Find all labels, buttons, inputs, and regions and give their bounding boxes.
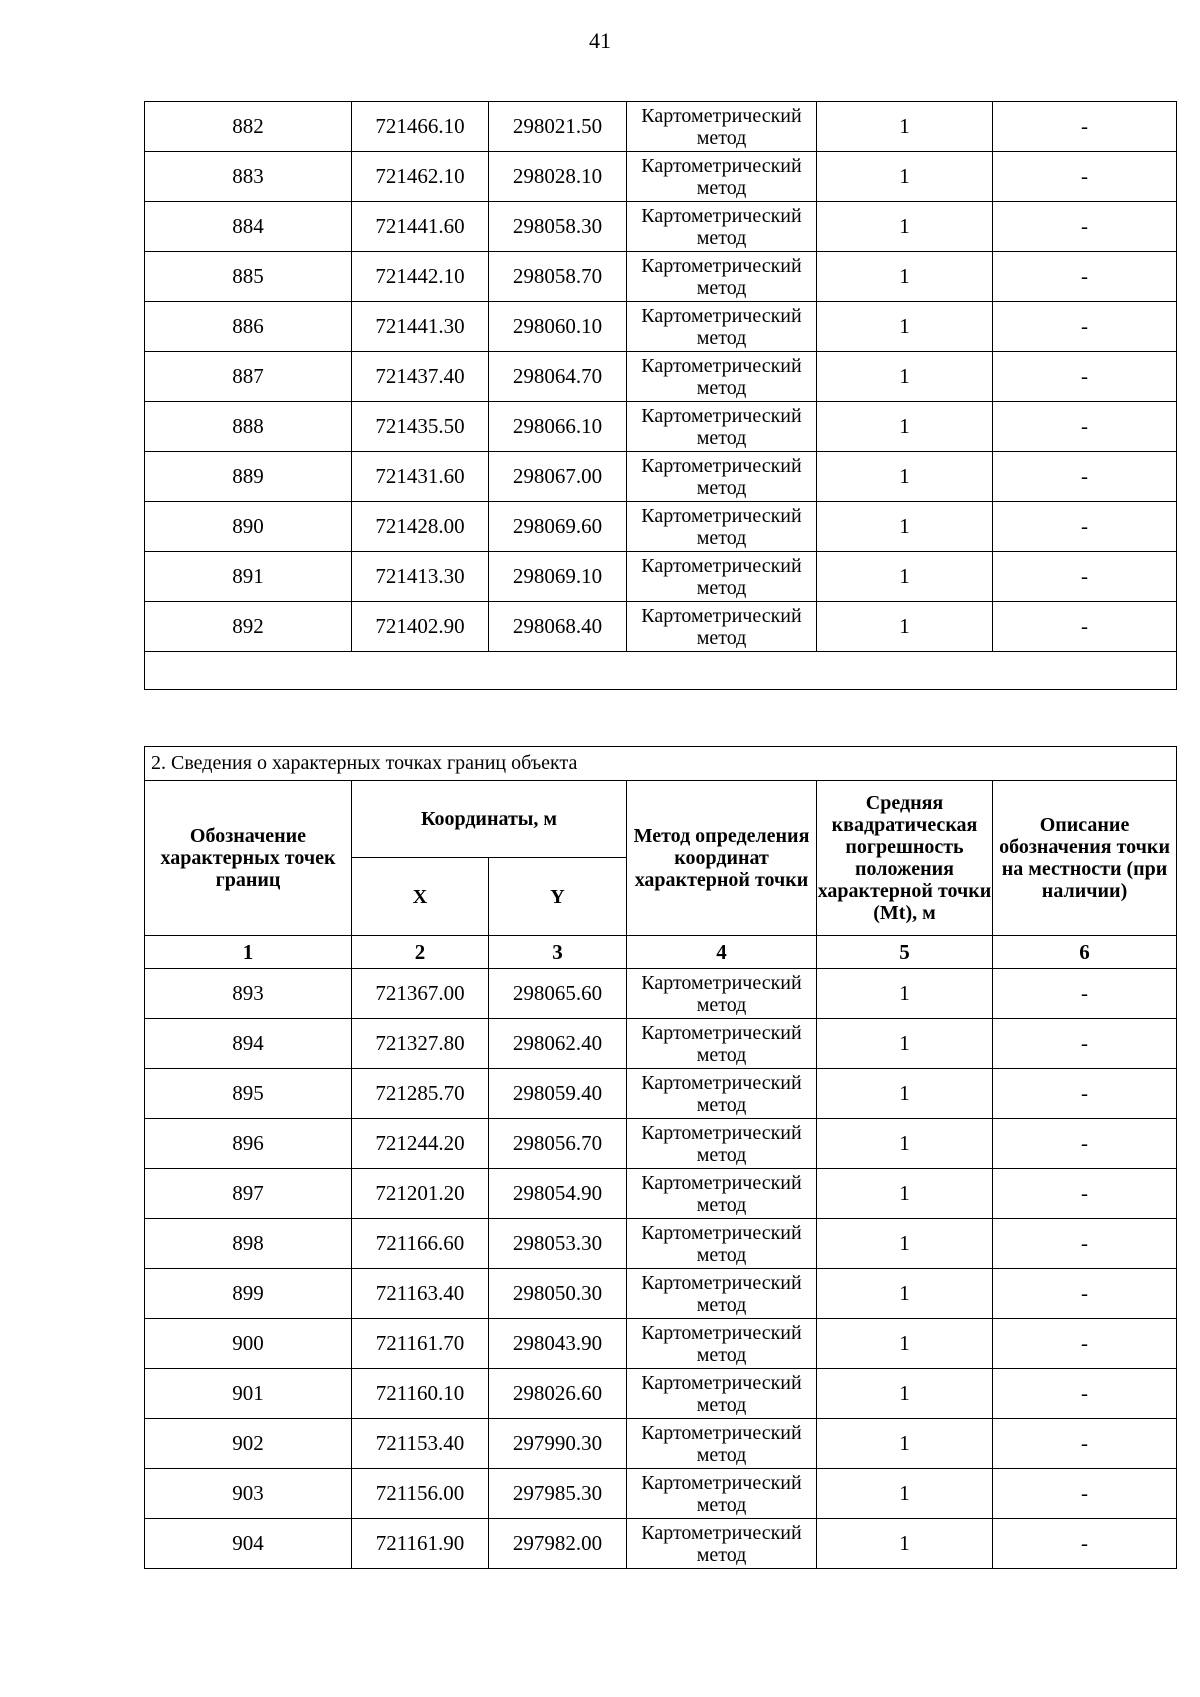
x-coordinate-cell: 721201.20 <box>352 1169 489 1219</box>
error-cell: 1 <box>817 552 993 602</box>
method-cell: Картометрический метод <box>627 1069 817 1119</box>
point-id-cell: 895 <box>145 1069 352 1119</box>
error-cell: 1 <box>817 152 993 202</box>
y-coordinate-cell: 298026.60 <box>489 1369 627 1419</box>
error-cell: 1 <box>817 252 993 302</box>
x-coordinate-cell: 721466.10 <box>352 102 489 152</box>
x-coordinate-cell: 721166.60 <box>352 1219 489 1269</box>
y-coordinate-cell: 298059.40 <box>489 1069 627 1119</box>
x-coordinate-cell: 721163.40 <box>352 1269 489 1319</box>
table-1-body <box>145 102 1177 652</box>
method-cell: Картометрический метод <box>627 1019 817 1069</box>
error-cell: 1 <box>817 452 993 502</box>
column-number: 6 <box>993 936 1177 969</box>
y-coordinate-cell: 298043.90 <box>489 1319 627 1369</box>
y-coordinate-cell: 298066.10 <box>489 402 627 452</box>
error-cell: 1 <box>817 969 993 1019</box>
y-coordinate-cell: 298064.70 <box>489 352 627 402</box>
y-coordinate-cell: 298053.30 <box>489 1219 627 1269</box>
x-coordinate-cell: 721413.30 <box>352 552 489 602</box>
point-id-cell: 893 <box>145 969 352 1019</box>
page-number: 41 <box>589 28 611 53</box>
table-row <box>145 102 1177 152</box>
method-cell: Картометрический метод <box>627 102 817 152</box>
description-cell: - <box>993 452 1177 502</box>
x-coordinate-cell: 721402.90 <box>352 602 489 652</box>
table-row <box>145 969 1177 1019</box>
table-row <box>145 1269 1177 1319</box>
y-coordinate-cell: 298054.90 <box>489 1169 627 1219</box>
table-row <box>145 1119 1177 1169</box>
header-method: Метод определения координат характерной точки <box>627 781 817 936</box>
error-cell: 1 <box>817 202 993 252</box>
error-cell: 1 <box>817 352 993 402</box>
description-cell: - <box>993 969 1177 1019</box>
method-cell: Картометрический метод <box>627 1319 817 1369</box>
table-row <box>145 402 1177 452</box>
point-id-cell: 887 <box>145 352 352 402</box>
method-cell: Картометрический метод <box>627 152 817 202</box>
description-cell: - <box>993 402 1177 452</box>
table-row <box>145 1419 1177 1469</box>
header-row <box>145 781 1177 858</box>
method-cell: Картометрический метод <box>627 552 817 602</box>
description-cell: - <box>993 1469 1177 1519</box>
x-coordinate-cell: 721153.40 <box>352 1419 489 1469</box>
point-id-cell: 892 <box>145 602 352 652</box>
header-coordinates: Координаты, м <box>352 781 627 858</box>
x-coordinate-cell: 721156.00 <box>352 1469 489 1519</box>
description-cell: - <box>993 202 1177 252</box>
point-id-cell: 900 <box>145 1319 352 1369</box>
x-coordinate-cell: 721441.30 <box>352 302 489 352</box>
point-id-cell: 902 <box>145 1419 352 1469</box>
error-cell: 1 <box>817 402 993 452</box>
error-cell: 1 <box>817 1319 993 1369</box>
table-row <box>145 1369 1177 1419</box>
error-cell: 1 <box>817 1119 993 1169</box>
x-coordinate-cell: 721367.00 <box>352 969 489 1019</box>
y-coordinate-cell: 298069.60 <box>489 502 627 552</box>
y-coordinate-cell: 298056.70 <box>489 1119 627 1169</box>
error-cell: 1 <box>817 1169 993 1219</box>
description-cell: - <box>993 102 1177 152</box>
column-number: 3 <box>489 936 627 969</box>
y-coordinate-cell: 297990.30 <box>489 1419 627 1469</box>
x-coordinate-cell: 721441.60 <box>352 202 489 252</box>
method-cell: Картометрический метод <box>627 1269 817 1319</box>
y-coordinate-cell: 298060.10 <box>489 302 627 352</box>
table-row <box>145 202 1177 252</box>
description-cell: - <box>993 1269 1177 1319</box>
y-coordinate-cell: 298068.40 <box>489 602 627 652</box>
x-coordinate-cell: 721244.20 <box>352 1119 489 1169</box>
description-cell: - <box>993 352 1177 402</box>
error-cell: 1 <box>817 602 993 652</box>
description-cell: - <box>993 252 1177 302</box>
point-id-cell: 896 <box>145 1119 352 1169</box>
table-row <box>145 1219 1177 1269</box>
method-cell: Картометрический метод <box>627 1519 817 1569</box>
method-cell: Картометрический метод <box>627 352 817 402</box>
method-cell: Картометрический метод <box>627 1369 817 1419</box>
description-cell: - <box>993 1369 1177 1419</box>
description-cell: - <box>993 502 1177 552</box>
description-cell: - <box>993 1019 1177 1069</box>
boundary-points-table <box>144 746 1177 1569</box>
table-row <box>145 1519 1177 1569</box>
description-cell: - <box>993 552 1177 602</box>
table-row <box>145 552 1177 602</box>
description-cell: - <box>993 302 1177 352</box>
error-cell: 1 <box>817 1519 993 1569</box>
header-x: X <box>352 858 489 936</box>
point-id-cell: 886 <box>145 302 352 352</box>
header-description: Описание обозначения точки на местности (при наличии) <box>993 781 1177 936</box>
method-cell: Картометрический метод <box>627 502 817 552</box>
point-id-cell: 894 <box>145 1019 352 1069</box>
table-row <box>145 252 1177 302</box>
empty-row <box>145 652 1177 690</box>
table-row <box>145 602 1177 652</box>
x-coordinate-cell: 721160.10 <box>352 1369 489 1419</box>
point-id-cell: 883 <box>145 152 352 202</box>
point-id-cell: 891 <box>145 552 352 602</box>
x-coordinate-cell: 721442.10 <box>352 252 489 302</box>
point-id-cell: 885 <box>145 252 352 302</box>
y-coordinate-cell: 298021.50 <box>489 102 627 152</box>
error-cell: 1 <box>817 302 993 352</box>
description-cell: - <box>993 602 1177 652</box>
y-coordinate-cell: 298067.00 <box>489 452 627 502</box>
method-cell: Картометрический метод <box>627 302 817 352</box>
point-id-cell: 898 <box>145 1219 352 1269</box>
error-cell: 1 <box>817 1469 993 1519</box>
table-row <box>145 1069 1177 1119</box>
point-id-cell: 888 <box>145 402 352 452</box>
description-cell: - <box>993 1219 1177 1269</box>
header-y: Y <box>489 858 627 936</box>
x-coordinate-cell: 721462.10 <box>352 152 489 202</box>
description-cell: - <box>993 1119 1177 1169</box>
table-row <box>145 352 1177 402</box>
coordinates-table-continued <box>144 101 1177 690</box>
method-cell: Картометрический метод <box>627 1119 817 1169</box>
table-row <box>145 502 1177 552</box>
header-error: Средняя квадратическая погрешность положения характерной точки (Mt), м <box>817 781 993 936</box>
table-row <box>145 1319 1177 1369</box>
method-cell: Картометрический метод <box>627 1169 817 1219</box>
column-number: 4 <box>627 936 817 969</box>
point-id-cell: 890 <box>145 502 352 552</box>
x-coordinate-cell: 721161.70 <box>352 1319 489 1369</box>
x-coordinate-cell: 721437.40 <box>352 352 489 402</box>
error-cell: 1 <box>817 1019 993 1069</box>
description-cell: - <box>993 1519 1177 1569</box>
column-number: 5 <box>817 936 993 969</box>
table-2-body <box>145 969 1177 1569</box>
point-id-cell: 899 <box>145 1269 352 1319</box>
y-coordinate-cell: 298050.30 <box>489 1269 627 1319</box>
column-numbers-row <box>145 936 1177 969</box>
table-row <box>145 302 1177 352</box>
point-id-cell: 882 <box>145 102 352 152</box>
point-id-cell: 897 <box>145 1169 352 1219</box>
description-cell: - <box>993 1419 1177 1469</box>
y-coordinate-cell: 298062.40 <box>489 1019 627 1069</box>
method-cell: Картометрический метод <box>627 969 817 1019</box>
table-row <box>145 1019 1177 1069</box>
method-cell: Картометрический метод <box>627 1469 817 1519</box>
x-coordinate-cell: 721431.60 <box>352 452 489 502</box>
y-coordinate-cell: 298065.60 <box>489 969 627 1019</box>
method-cell: Картометрический метод <box>627 1419 817 1469</box>
point-id-cell: 901 <box>145 1369 352 1419</box>
description-cell: - <box>993 1069 1177 1119</box>
error-cell: 1 <box>817 1369 993 1419</box>
method-cell: Картометрический метод <box>627 602 817 652</box>
method-cell: Картометрический метод <box>627 202 817 252</box>
table-row <box>145 452 1177 502</box>
section-title: 2. Сведения о характерных точках границ объекта <box>145 747 1177 781</box>
table-row <box>145 152 1177 202</box>
point-id-cell: 884 <box>145 202 352 252</box>
x-coordinate-cell: 721285.70 <box>352 1069 489 1119</box>
method-cell: Картометрический метод <box>627 402 817 452</box>
error-cell: 1 <box>817 1219 993 1269</box>
error-cell: 1 <box>817 1069 993 1119</box>
y-coordinate-cell: 297985.30 <box>489 1469 627 1519</box>
description-cell: - <box>993 1169 1177 1219</box>
method-cell: Картометрический метод <box>627 1219 817 1269</box>
y-coordinate-cell: 298058.30 <box>489 202 627 252</box>
description-cell: - <box>993 1319 1177 1369</box>
y-coordinate-cell: 298028.10 <box>489 152 627 202</box>
point-id-cell: 889 <box>145 452 352 502</box>
x-coordinate-cell: 721435.50 <box>352 402 489 452</box>
method-cell: Картометрический метод <box>627 252 817 302</box>
header-designation: Обозначение характерных точек границ <box>145 781 352 936</box>
error-cell: 1 <box>817 1419 993 1469</box>
column-number: 2 <box>352 936 489 969</box>
description-cell: - <box>993 152 1177 202</box>
error-cell: 1 <box>817 502 993 552</box>
x-coordinate-cell: 721161.90 <box>352 1519 489 1569</box>
method-cell: Картометрический метод <box>627 452 817 502</box>
table-row <box>145 1169 1177 1219</box>
point-id-cell: 903 <box>145 1469 352 1519</box>
y-coordinate-cell: 297982.00 <box>489 1519 627 1569</box>
y-coordinate-cell: 298058.70 <box>489 252 627 302</box>
column-number: 1 <box>145 936 352 969</box>
error-cell: 1 <box>817 102 993 152</box>
x-coordinate-cell: 721327.80 <box>352 1019 489 1069</box>
x-coordinate-cell: 721428.00 <box>352 502 489 552</box>
y-coordinate-cell: 298069.10 <box>489 552 627 602</box>
section-title-row <box>145 747 1177 781</box>
error-cell: 1 <box>817 1269 993 1319</box>
point-id-cell: 904 <box>145 1519 352 1569</box>
table-row <box>145 1469 1177 1519</box>
